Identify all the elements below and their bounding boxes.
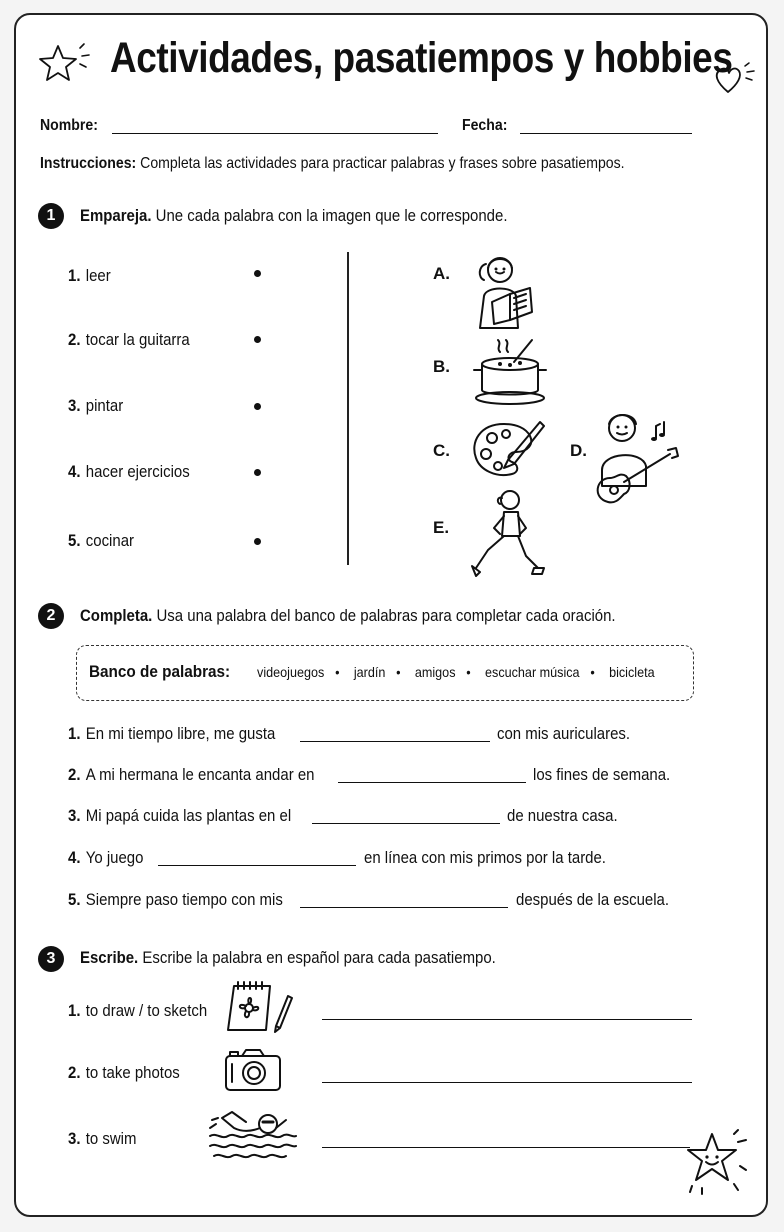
section-1-number: 1 — [38, 203, 64, 229]
sentence-4-end: en línea con mis primos por la tarde. — [364, 848, 606, 867]
word-bank-label: Banco de palabras: — [89, 662, 231, 681]
answer-line-1[interactable] — [322, 1019, 692, 1020]
bank-word-3: amigos — [414, 664, 456, 680]
match-word-5: 5. cocinar — [68, 531, 134, 550]
section-1-text: Une cada palabra con la imagen que le corresponde. — [155, 206, 508, 225]
star-doodle-icon — [36, 40, 92, 86]
smiling-star-icon — [684, 1126, 750, 1196]
nombre-label: Nombre: — [40, 117, 98, 134]
sentence-3-end: de nuestra casa. — [507, 806, 618, 825]
sentence-1: 1. En mi tiempo libre, me gusta — [68, 724, 276, 743]
reading-girl-icon — [470, 250, 550, 332]
sentence-2-end: los fines de semana. — [533, 765, 671, 784]
match-letter-c: C. — [433, 441, 450, 460]
sentence-4-blank[interactable] — [158, 865, 356, 866]
sentence-3-blank[interactable] — [312, 823, 500, 824]
match-word-1: 1. leer — [68, 266, 111, 285]
sentence-2-blank[interactable] — [338, 782, 526, 783]
sentence-3: 3. Mi papá cuida las plantas en el — [68, 806, 292, 825]
match-dot-1[interactable] — [254, 270, 261, 277]
section-2-text: Usa una palabra del banco de palabras para completar cada oración. — [156, 606, 616, 625]
instructions-text: Completa las actividades para practicar palabras y frases sobre pasatiempos. — [140, 155, 625, 172]
nombre-field[interactable] — [112, 133, 438, 134]
match-letter-e: E. — [433, 518, 450, 537]
sentence-5-blank[interactable] — [300, 907, 508, 908]
swimmer-icon — [206, 1106, 300, 1162]
write-item-2: 2. to take photos — [68, 1063, 180, 1082]
section-3-title: Escribe. — [80, 948, 139, 967]
match-letter-d: D. — [570, 441, 587, 460]
cooking-pot-icon — [470, 338, 550, 408]
bank-word-4: escuchar música — [485, 664, 580, 680]
word-bank: Banco de palabras: videojuegos • jardín • amigos • escuchar música • bicicleta — [76, 645, 694, 701]
fecha-field[interactable] — [520, 133, 692, 134]
match-dot-4[interactable] — [254, 469, 261, 476]
bank-word-1: videojuegos — [257, 664, 325, 680]
page-title: Actividades, pasatiempos y hobbies — [110, 34, 733, 82]
section-2-number: 2 — [38, 603, 64, 629]
match-letter-b: B. — [433, 357, 450, 376]
sentence-5-end: después de la escuela. — [516, 890, 670, 909]
sketchbook-icon — [224, 980, 296, 1036]
answer-line-2[interactable] — [322, 1082, 692, 1083]
section-3-number: 3 — [38, 946, 64, 972]
answer-line-3[interactable] — [322, 1147, 690, 1148]
exercise-girl-icon — [468, 488, 548, 580]
section-3-text: Escribe la palabra en español para cada pasatiempo. — [142, 948, 496, 967]
instructions — [40, 155, 625, 173]
guitar-boy-icon — [590, 408, 682, 508]
camera-icon — [224, 1046, 284, 1094]
match-letter-a: A. — [433, 264, 450, 283]
section-1-title: Empareja. — [80, 206, 152, 225]
instructions-label: Instrucciones: — [40, 155, 137, 172]
match-divider — [347, 252, 349, 565]
match-dot-5[interactable] — [254, 538, 261, 545]
write-item-3: 3. to swim — [68, 1129, 137, 1148]
match-dot-3[interactable] — [254, 403, 261, 410]
section-2-title: Completa. — [80, 606, 153, 625]
paint-palette-icon — [468, 416, 548, 484]
bank-word-5: bicicleta — [609, 664, 655, 680]
match-word-4: 4. hacer ejercicios — [68, 462, 190, 481]
match-word-3: 3. pintar — [68, 396, 124, 415]
section-2-heading — [80, 606, 616, 626]
sentence-1-blank[interactable] — [300, 741, 490, 742]
sentence-2: 2. A mi hermana le encanta andar en — [68, 765, 315, 784]
sentence-4: 4. Yo juego — [68, 848, 144, 867]
section-1-heading — [80, 206, 507, 226]
fecha-label: Fecha: — [462, 117, 508, 134]
sentence-1-end: con mis auriculares. — [497, 724, 631, 743]
sentence-5: 5. Siempre paso tiempo con mis — [68, 890, 283, 909]
match-word-2: 2. tocar la guitarra — [68, 330, 190, 349]
section-3-heading — [80, 948, 496, 968]
bank-word-2: jardín — [353, 664, 386, 680]
match-dot-2[interactable] — [254, 336, 261, 343]
write-item-1: 1. to draw / to sketch — [68, 1001, 208, 1020]
